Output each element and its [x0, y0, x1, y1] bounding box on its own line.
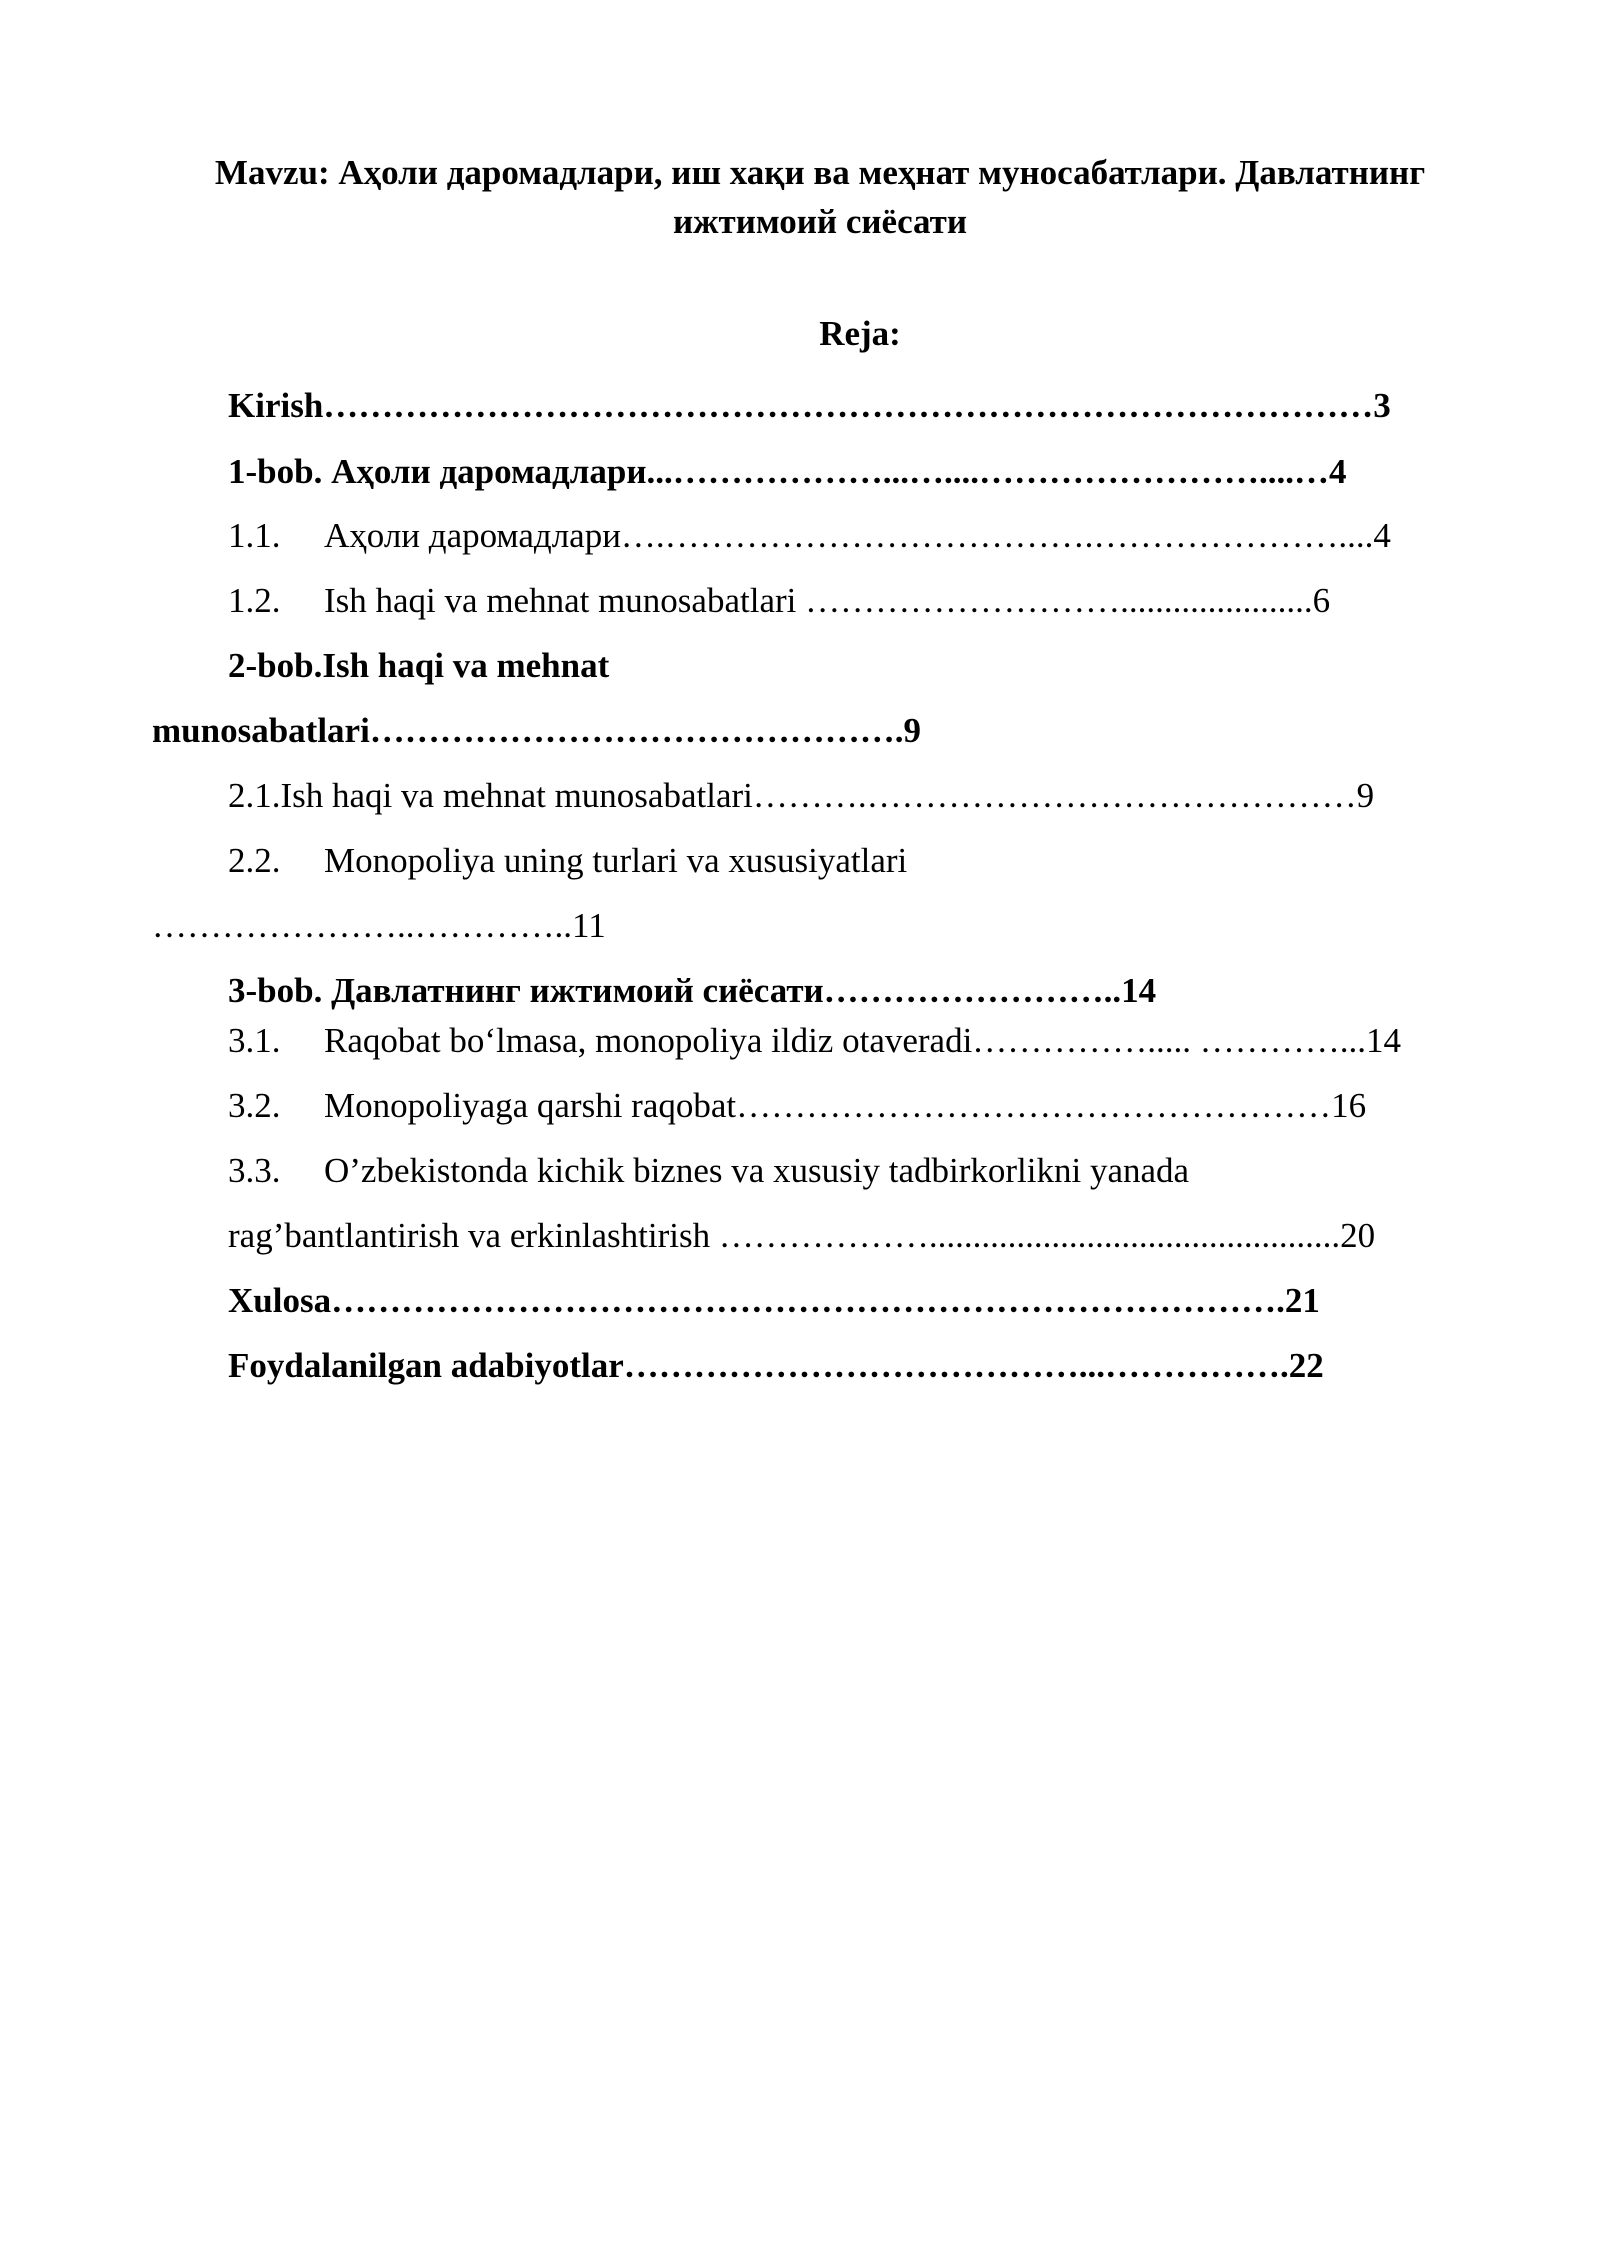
toc-entry-section-2-2-continued: …………………..…………..11	[152, 906, 606, 945]
section-title: Raqobat bo‘lmasa, monopoliya ildiz otaveradi……………..... …………...14	[324, 1021, 1402, 1060]
toc-entry-section-2-2	[228, 841, 907, 881]
toc-entry-section-3-3	[228, 1151, 1189, 1191]
section-number: 2.2.	[228, 841, 281, 880]
section-title: Monopoliyaga qarshi raqobat……………………………………………16	[324, 1086, 1367, 1125]
section-number: 1.2.	[228, 581, 281, 620]
toc-entry-section-1-1	[228, 516, 1391, 556]
toc-entry-section-2-1: 2.1.Ish haqi va mehnat munosabatlari……….……………………………………9	[228, 776, 1375, 815]
section-number: 3.1.	[228, 1021, 281, 1060]
section-number: 3.3.	[228, 1151, 281, 1190]
plan-heading: Reja:	[819, 314, 901, 353]
section-title: Monopoliya uning turlari va xususiyatlari	[324, 841, 908, 880]
section-title: Аҳоли даромадлари….……………………………….…………………....4	[324, 516, 1391, 555]
toc-entry-section-3-3-continued: rag’bantlantirish va erkinlashtirish ………………...............................................20	[228, 1216, 1376, 1255]
toc-entry-chapter-2: 2-bob.Ish haqi va mehnat	[228, 646, 610, 685]
toc-entry-chapter-3: 3-bob. Давлатнинг ижтимоий сиёсати……………………..14	[228, 971, 1157, 1010]
toc-entry-section-3-2	[228, 1086, 1366, 1126]
section-number: 3.2.	[228, 1086, 281, 1125]
toc-entry-section-3-1	[228, 1021, 1401, 1061]
document-title: Mavzu: Аҳоли даромадлари, иш хақи ва меҳнат муносабатлари. Давлатнинг ижтимоий сиёсати	[214, 153, 1426, 241]
toc-entry-kirish: Kirish………………………………………………………………………………3	[228, 386, 1391, 425]
section-title: O’zbekistonda kichik biznes va xususiy tadbirkorlikni yanada	[324, 1151, 1190, 1190]
section-title: Ish haqi va mehnat munosabatlari ………………………......................6	[324, 581, 1331, 620]
section-number: 1.1.	[228, 516, 281, 555]
toc-entry-xulosa: Xulosa……………………………………………………………………….21	[228, 1281, 1320, 1320]
toc-entry-chapter-2-continued: munosabatlari……………………………………….9	[152, 711, 922, 750]
toc-entry-chapter-1: 1-bob. Аҳоли даромадлари...………………...…....……………………....…4	[228, 452, 1347, 491]
toc-entry-foydalanilgan-adabiyotlar: Foydalanilgan adabiyotlar…………………………………...…………….22	[228, 1346, 1324, 1385]
toc-entry-section-1-2	[228, 581, 1330, 621]
